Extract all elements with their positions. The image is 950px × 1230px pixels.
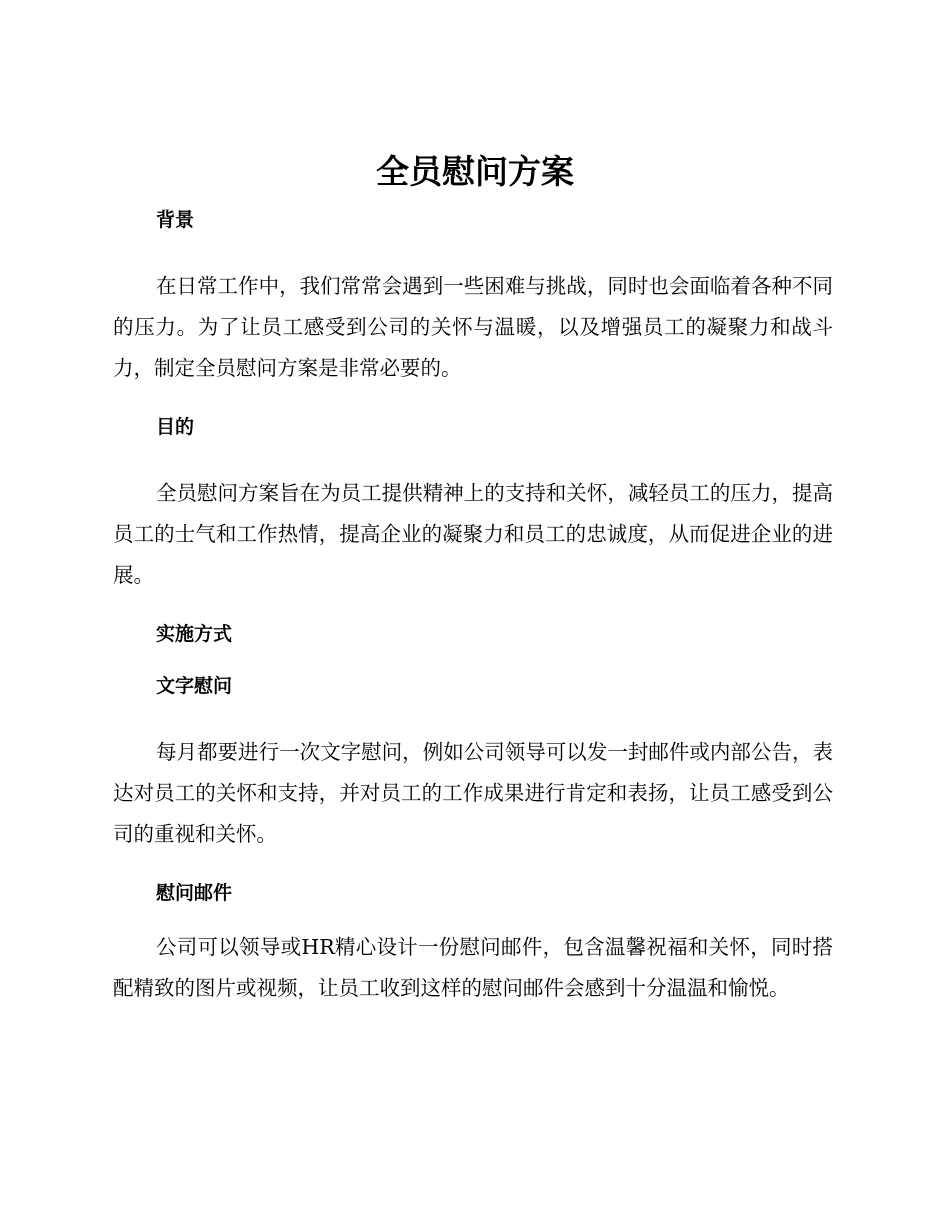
section-paragraph-greeting-email: 公司可以领导或HR精心设计一份慰问邮件，包含温馨祝福和关怀，同时搭配精致的图片或视频，让员工收到这样的慰问邮件会感到十分温温和愉悦。	[113, 935, 833, 1000]
document-body	[113, 204, 833, 1009]
section-heading-implementation: 实施方式	[156, 623, 233, 645]
section-paragraph-purpose: 全员慰问方案旨在为员工提供精神上的支持和关怀，减轻员工的压力，提高员工的士气和工作热情，提高企业的凝聚力和员工的忠诚度，从而促进企业的进展。	[113, 481, 833, 587]
section-paragraph-text-greeting: 每月都要进行一次文字慰问，例如公司领导可以发一封邮件或内部公告，表达对员工的关怀和支持，并对员工的工作成果进行肯定和表扬，让员工感受到公司的重视和关怀。	[113, 740, 833, 846]
document-title: 全员慰问方案	[376, 152, 574, 191]
section-heading-purpose: 目的	[156, 416, 195, 438]
section-heading-text-greeting: 文字慰问	[156, 675, 233, 697]
section-heading-background: 背景	[156, 209, 195, 231]
section-paragraph-background: 在日常工作中，我们常常会遇到一些困难与挑战，同时也会面临着各种不同的压力。为了让员工感受到公司的关怀与温暖，以及增强员工的凝聚力和战斗力，制定全员慰问方案是非常必要的。	[113, 274, 833, 380]
section-heading-greeting-email: 慰问邮件	[156, 882, 233, 904]
